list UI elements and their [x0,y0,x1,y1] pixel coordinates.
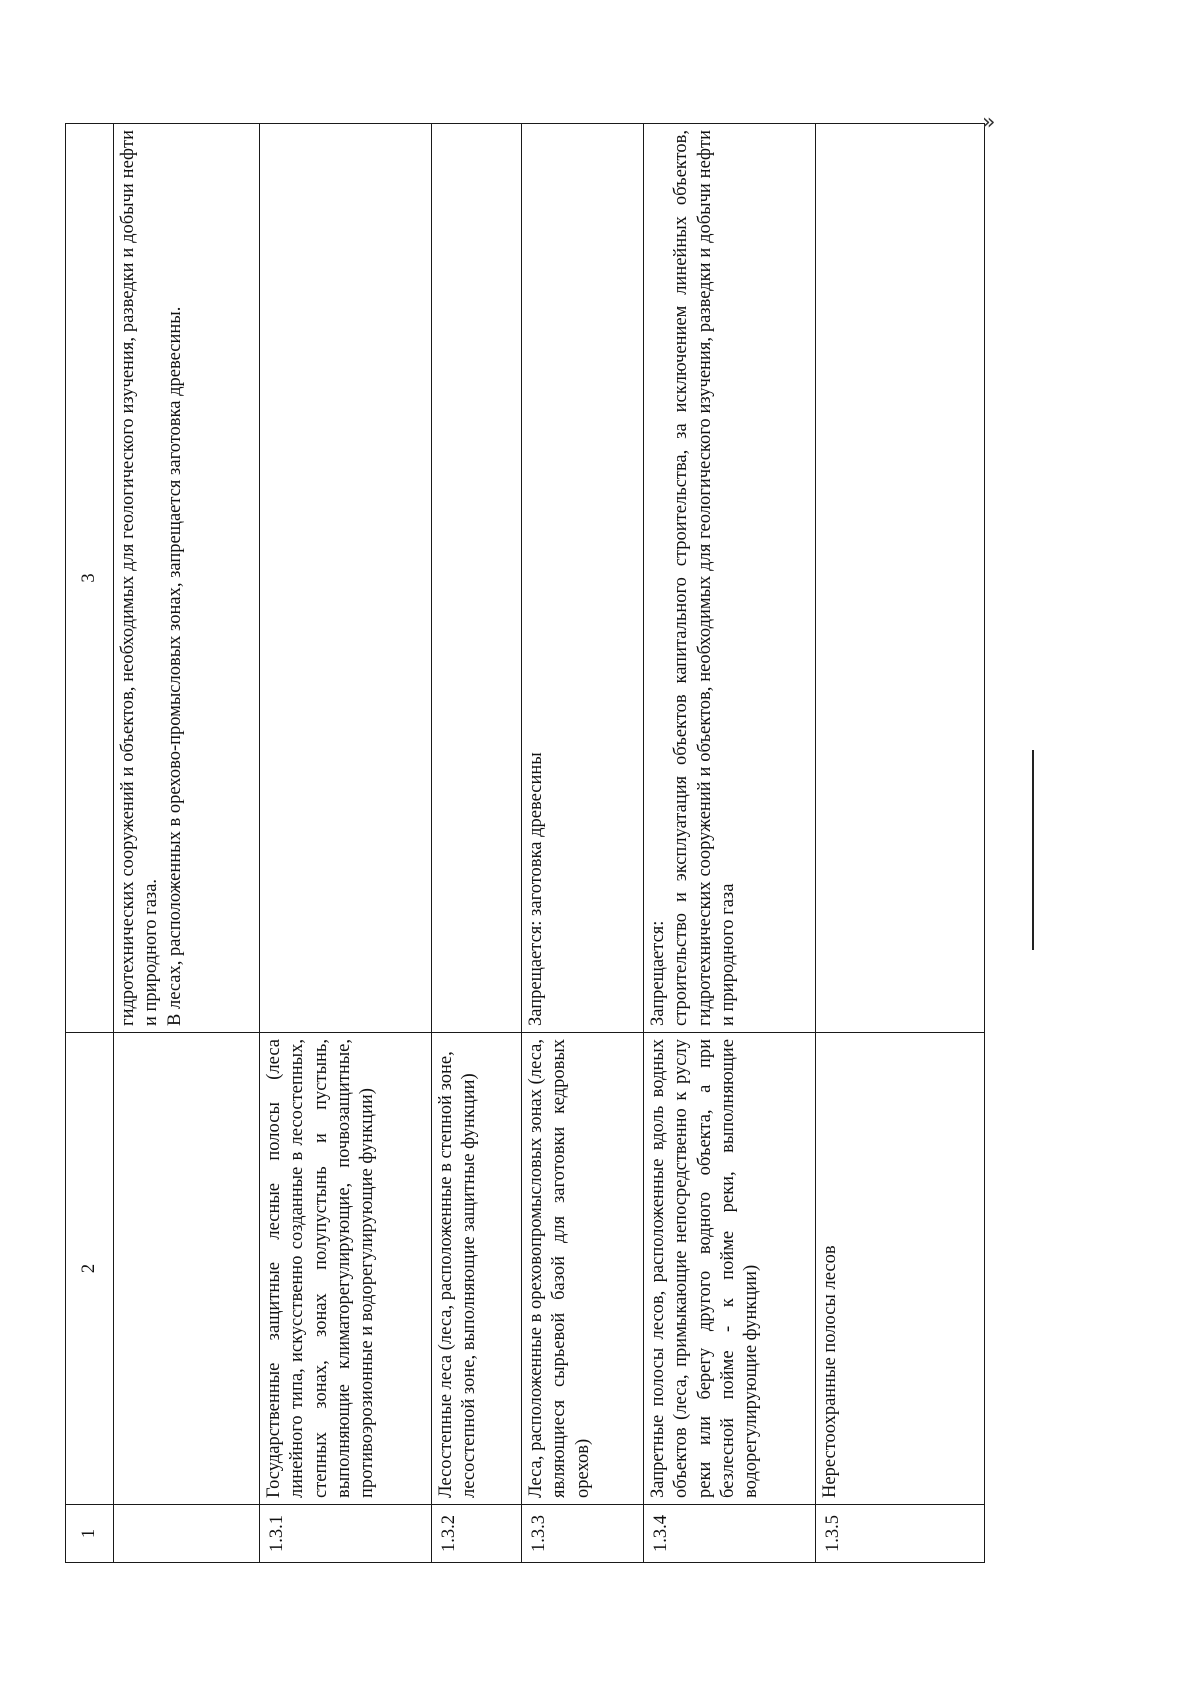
page-corner-mark: » [982,110,996,135]
row-number: 1.3.2 [432,1505,522,1563]
row-forest-category: Запретные полосы лесов, расположенные вдоль водных объектов (леса, примыкающие непосредственно к руслу реки или берегу другого водного объекта, а при безлесной пойме - к пойме реки, выполняющие водорегулирующие функции) [644,1033,816,1505]
restriction-text: Запрещается: заготовка древесины [526,752,546,1026]
table-row [644,124,816,1563]
continuation-restrictions-cell [114,124,260,1033]
forest-categories-table [65,123,985,1563]
table-header-row [66,124,114,1563]
continuation-text: гидротехнических сооружений и объектов, необходимых для геологического изучения, разведки и добычи нефти и природного газа. [118,130,162,1026]
signature-divider-line [1032,750,1034,950]
row-number: 1.3.4 [644,1505,816,1563]
table-row [816,124,985,1563]
row-number: 1.3.1 [260,1505,432,1563]
row-restrictions [644,124,816,1033]
row-forest-category: Леса, расположенные в ореховопромысловых зонах (леса, являющиеся сырьевой базой для заготовки кедровых орехов) [522,1033,644,1505]
restriction-text: строительство и эксплуатация объектов капитального строительства, за исключением линейных объектов, гидротехнических сооружений и объектов, необходимых для геологического изучения, разведки и добычи нефти и природного газа [671,130,738,1026]
continuation-text: В лесах, расположенных в орехово-промысловых зонах, запрещается заготовка древесины. [164,306,185,1026]
header-col-3: 3 [66,124,114,1033]
table-row [432,124,522,1563]
row-restrictions [260,124,432,1033]
rotated-document-page [65,123,985,1563]
restriction-heading: Запрещается: [648,920,668,1026]
table-row-continuation [114,124,260,1563]
row-number: 1.3.3 [522,1505,644,1563]
row-number: 1.3.5 [816,1505,985,1563]
header-col-1: 1 [66,1505,114,1563]
table-row [260,124,432,1563]
row-forest-category: Государственные защитные лесные полосы (леса линейного типа, искусственно созданные в лесостепных, степных зонах, зонах полупустынь и пустынь, выполняющие климаторегулирующие, почвозащитные, противоэрозионные и водорегулирующие функции) [260,1033,432,1505]
row-restrictions [522,124,644,1033]
row-forest-category: Лесостепные леса (леса, расположенные в степной зоне, лесостепной зоне, выполняющие защитные функции) [432,1033,522,1505]
table-row [522,124,644,1563]
continuation-name-cell [114,1033,260,1505]
row-forest-category: Нерестоохранные полосы лесов [816,1033,985,1505]
row-restrictions [432,124,522,1033]
continuation-num-cell [114,1505,260,1563]
row-restrictions [816,124,985,1033]
header-col-2: 2 [66,1033,114,1505]
